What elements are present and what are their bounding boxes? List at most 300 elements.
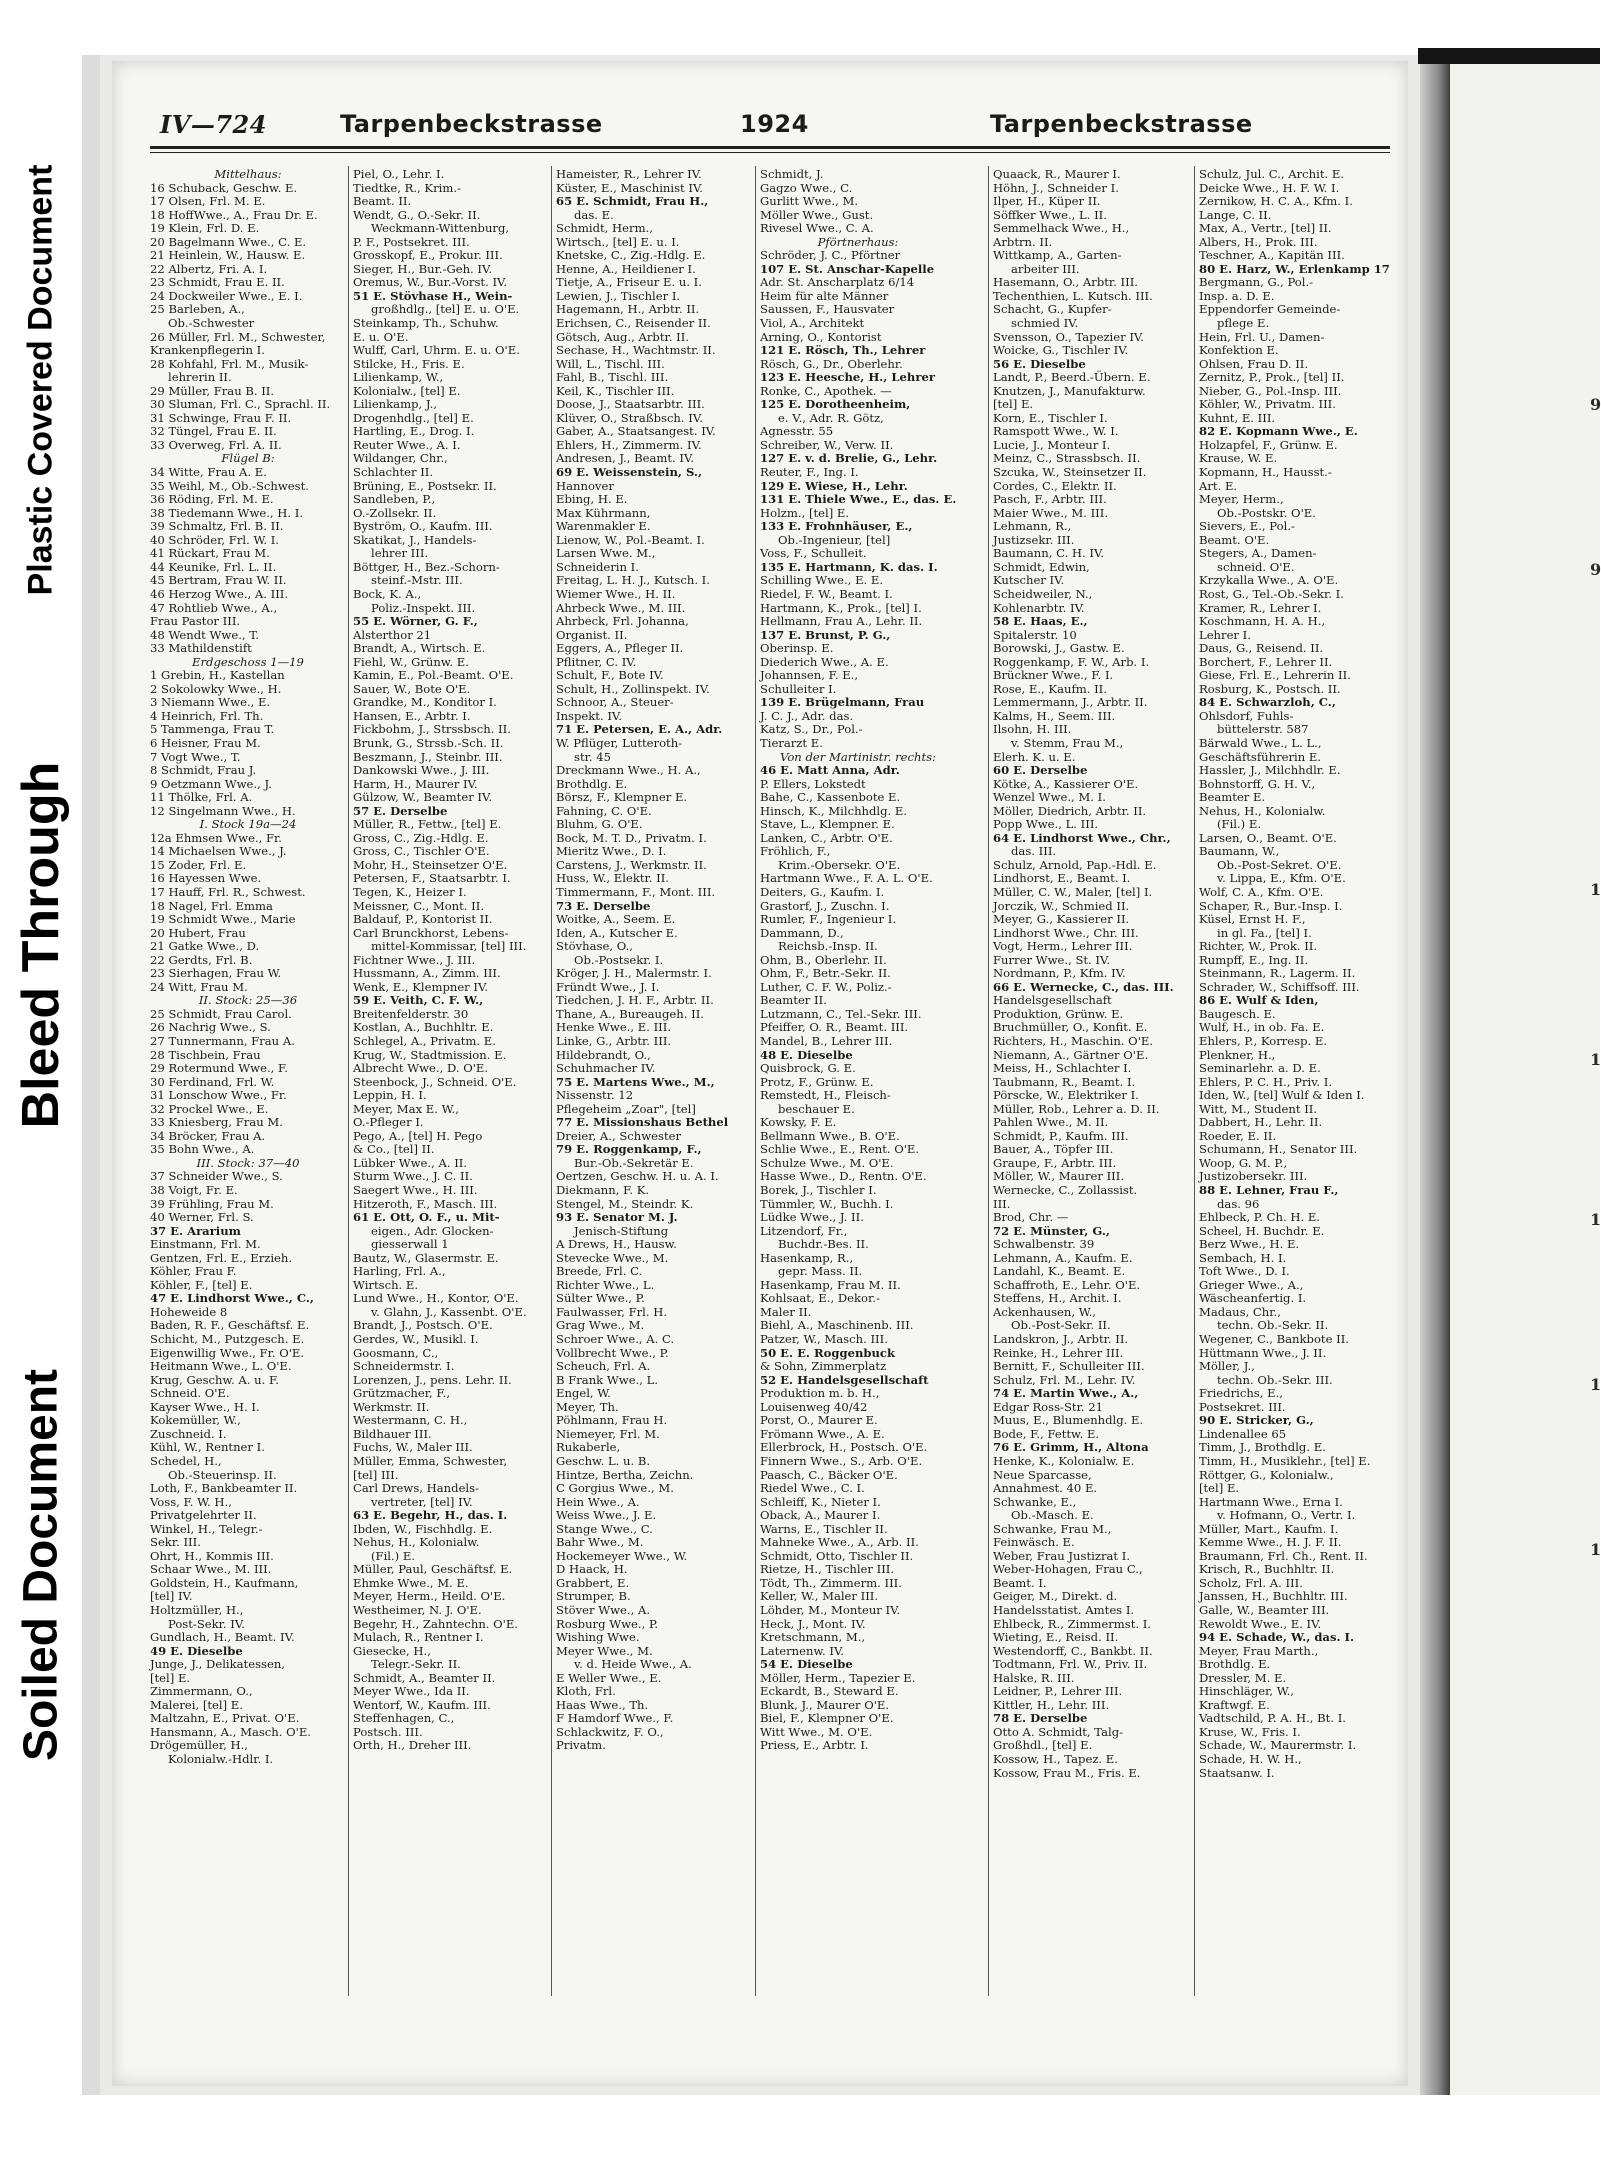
directory-entry: Saegert Wwe., H. III. <box>353 1183 478 1198</box>
directory-entry: Ahrbeck Wwe., M. III. <box>556 600 686 615</box>
directory-entry: Zernitz, P., Prok., [tel] II. <box>1199 370 1345 385</box>
directory-entry: Kretschmann, M., <box>760 1630 866 1645</box>
directory-entry: Hockemeyer Wwe., W. <box>556 1548 688 1563</box>
directory-entry: Saussen, F., Hausvater <box>760 302 895 317</box>
directory-entry: [tel] E. <box>150 1670 191 1685</box>
directory-entry: Lübker Wwe., A. II. <box>353 1155 468 1170</box>
directory-entry: Dreier, A., Schwester <box>556 1128 682 1143</box>
directory-entry: Baumann, W., <box>1199 844 1280 859</box>
directory-entry: Bellmann Wwe., B. O'E. <box>760 1128 900 1143</box>
directory-entry: Rumler, F., Ingenieur I. <box>760 912 897 927</box>
directory-entry: Schade, W., Maurermstr. I. <box>1199 1738 1357 1753</box>
directory-entry: 21 Heinlein, W., Hausw. E. <box>150 248 306 263</box>
directory-entry: Cordes, C., Elektr. II. <box>993 478 1117 493</box>
directory-entry: Finnern Wwe., S., Arb. O'E. <box>760 1453 923 1468</box>
directory-entry: Tietje, A., Friseur E. u. I. <box>556 275 702 290</box>
directory-entry: Sturm Wwe., J. C. II. <box>353 1169 473 1184</box>
directory-entry: Schaper, R., Bur.-Insp. I. <box>1199 898 1343 913</box>
directory-entry: 15 Zoder, Frl. E. <box>150 857 247 872</box>
directory-entry: Hein Wwe., A. <box>556 1494 640 1509</box>
directory-entry: Brod, Chr. — <box>993 1210 1069 1225</box>
directory-entry: Woop, G. M. P., <box>1199 1155 1288 1170</box>
directory-entry: Richter Wwe., L. <box>556 1277 655 1292</box>
directory-entry: Hartmann Wwe., F. A. L. O'E. <box>760 871 933 886</box>
directory-entry: 27 Tunnermann, Frau A. <box>150 1034 295 1048</box>
directory-entry: 39 Schmaltz, Frl. B. II. <box>150 519 284 534</box>
directory-entry: Geschw. L. u. B. <box>556 1453 651 1468</box>
directory-entry: 75 E. Martens Wwe., M., <box>556 1074 715 1089</box>
directory-entry: Ob.-Masch. E. <box>1011 1508 1094 1523</box>
directory-entry: 19 Schmidt Wwe., Marie <box>150 912 296 927</box>
directory-entry: Schulze Wwe., M. O'E. <box>760 1155 894 1170</box>
directory-entry: Gerdes, W., Musikl. I. <box>353 1332 479 1347</box>
directory-entry: Rumpff, E., Ing. II. <box>1199 952 1309 967</box>
directory-entry: Art. E. <box>1199 478 1238 493</box>
directory-entry: Organist. II. <box>556 627 628 642</box>
directory-entry: Hinsch, K., Milchhdlg. E. <box>760 803 908 818</box>
directory-entry: Kühl, W., Rentner I. <box>150 1440 265 1455</box>
directory-entry: 29 Rotermund Wwe., F. <box>150 1061 288 1076</box>
directory-entry: Zuschneid. I. <box>150 1426 227 1441</box>
directory-entry: 17 Olsen, Frl. M. E. <box>150 194 266 209</box>
directory-entry: das. E. <box>574 207 614 222</box>
directory-entry: II. Stock: 25—36 <box>198 993 298 1008</box>
directory-entry: 44 Keunike, Frl. L. II. <box>150 559 277 574</box>
directory-entry: Steinmann, R., Lagerm. II. <box>1199 966 1356 981</box>
directory-entry: v. Lippa, E., Kfm. O'E. <box>1217 871 1346 886</box>
directory-entry: Fuchs, W., Maler III. <box>353 1440 473 1455</box>
directory-entry: 9 Oetzmann Wwe., J. <box>150 776 272 791</box>
directory-entry: Schulleiter I. <box>760 681 837 696</box>
directory-entry: Scheuch, Frl. A. <box>556 1359 651 1374</box>
directory-entry: Rietze, H., Tischler III. <box>760 1562 895 1577</box>
directory-entry: 37 Schneider Wwe., S. <box>150 1169 283 1184</box>
directory-entry: Mittelhaus: <box>214 167 282 181</box>
directory-entry: Dabbert, H., Lehr. II. <box>1199 1115 1323 1130</box>
directory-entry: [tel] IV. <box>150 1589 193 1604</box>
directory-entry: Rost, G., Tel.-Ob.-Sekr. I. <box>1199 586 1344 601</box>
directory-entry: Remstedt, H., Fleisch- <box>760 1088 891 1103</box>
directory-entry: 86 E. Wulf & Iden, <box>1199 993 1319 1008</box>
directory-entry: Wäscheanfertig. I. <box>1199 1291 1307 1306</box>
directory-entry: 133 E. Frohnhäuser, E., <box>760 519 913 534</box>
directory-entry: Inspekt. IV. <box>556 708 622 723</box>
directory-entry: Ehlbeck, R., Zimmermst. I. <box>993 1616 1151 1631</box>
directory-entry: 20 Hubert, Frau <box>150 925 246 940</box>
street-name-left: Tarpenbeckstrasse <box>340 110 603 138</box>
directory-entry: Erdgeschoss 1—19 <box>192 654 304 669</box>
directory-entry: Lienow, W., Pol.-Beamt. I. <box>556 532 705 547</box>
directory-entry: Ehlbeck, P. Ch. H. E. <box>1199 1210 1320 1225</box>
directory-column <box>556 168 752 1988</box>
directory-entry: Braumann, Frl. Ch., Rent. II. <box>1199 1548 1368 1563</box>
directory-entry: Pflegeheim „Zoar", [tel] <box>556 1101 696 1116</box>
directory-entry: 40 Werner, Frl. S. <box>150 1210 254 1225</box>
directory-entry: Handelsstatist. Amtes I. <box>993 1602 1135 1617</box>
directory-entry: 18 HoffWwe., A., Frau Dr. E. <box>150 207 318 222</box>
directory-entry: Lutzmann, C., Tel.-Sekr. III. <box>760 1006 922 1021</box>
directory-entry: Ehmke Wwe., M. E. <box>353 1575 469 1590</box>
directory-entry: Loth, F., Bankbeamter II. <box>150 1481 298 1496</box>
scan-top-bar <box>1418 48 1600 64</box>
directory-entry: Bluhm, G. O'E. <box>556 817 643 832</box>
directory-entry: schmied IV. <box>1011 316 1079 331</box>
directory-entry: Rewoldt Wwe., E. IV. <box>1199 1616 1322 1631</box>
directory-entry: 33 Mathildenstift <box>150 641 252 656</box>
directory-entry: Stengel, M., Steindr. K. <box>556 1196 694 1211</box>
scan-border <box>82 55 100 2095</box>
directory-entry: Junge, J., Delikatessen, <box>150 1657 285 1672</box>
directory-entry: Postsekret. III. <box>1199 1399 1286 1414</box>
directory-entry: 29 Müller, Frau B. II. <box>150 383 275 398</box>
directory-entry: Hansmann, A., Masch. O'E. <box>150 1724 311 1739</box>
directory-entry: Privatgelehrter II. <box>150 1508 257 1523</box>
directory-entry: Ibden, W., Fischhdlg. E. <box>353 1521 493 1536</box>
directory-entry: Riedel, F. W., Beamt. I. <box>760 586 893 601</box>
directory-entry: Schumann, H., Senator III. <box>1199 1142 1358 1157</box>
directory-entry: techn. Ob.-Sekr. III. <box>1217 1372 1333 1387</box>
directory-entry: Ohm, F., Betr.-Sekr. II. <box>760 966 891 981</box>
directory-entry: Andresen, J., Beamt. IV. <box>556 451 695 466</box>
directory-entry: 139 E. Brügelmann, Frau <box>760 695 925 710</box>
directory-entry: Drogenhdlg., [tel] E. <box>353 410 474 425</box>
directory-entry: 19 Klein, Frl. D. E. <box>150 221 260 236</box>
directory-entry: Meyer, Max E. W., <box>353 1101 459 1116</box>
directory-entry: Freitag, L. H. J., Kutsch. I. <box>556 573 710 588</box>
directory-entry: Carstens, J., Werkmstr. II. <box>556 857 707 872</box>
directory-entry: 17 Hauff, Frl. R., Schwest. <box>150 884 306 899</box>
directory-entry: Keil, K., Tischler III. <box>556 383 675 398</box>
directory-entry: Landahl, K., Beamt. E. <box>993 1264 1126 1279</box>
directory-entry: Weckmann-Wittenburg, <box>371 221 510 236</box>
directory-entry: 49 E. Dieselbe <box>150 1643 243 1658</box>
directory-entry: Schmidt, Herm., <box>556 221 653 236</box>
directory-entry: Rivesel Wwe., C. A. <box>760 221 874 236</box>
directory-entry: Kalms, H., Seem. III. <box>993 708 1116 723</box>
directory-entry: Graupe, F., Arbtr. III. <box>993 1155 1117 1170</box>
directory-entry: Elerh. K. u. E. <box>993 749 1076 764</box>
directory-entry: Janssen, H., Buchhltr. III. <box>1199 1589 1348 1604</box>
directory-entry: Hussmann, A., Zimm. III. <box>353 966 501 981</box>
directory-entry: Krzykalla Wwe., A. O'E. <box>1199 573 1339 588</box>
directory-entry: Thane, A., Bureaugeh. II. <box>556 1006 704 1021</box>
directory-entry: Post-Sekr. IV. <box>168 1616 245 1631</box>
directory-entry: Küster, E., Maschinist IV. <box>556 180 703 195</box>
directory-entry: Luther, C. F. W., Poliz.- <box>760 979 892 994</box>
directory-entry: 23 Sierhagen, Frau W. <box>150 966 282 981</box>
directory-entry: Eckardt, B., Steward E. <box>760 1684 899 1699</box>
directory-entry: Harm, H., Maurer IV. <box>353 776 478 791</box>
directory-entry: giesserwall 1 <box>371 1237 449 1252</box>
directory-entry: pflege E. <box>1217 316 1270 331</box>
directory-entry: techn. Ob.-Sekr. II. <box>1217 1318 1329 1333</box>
directory-entry: Müller, Paul, Geschäftsf. E. <box>353 1562 513 1577</box>
directory-entry: 26 Müller, Frl. M., Schwester, <box>150 329 326 344</box>
directory-entry: Hartmann, K., Prok., [tel] I. <box>760 600 922 615</box>
directory-entry: Lüdke Wwe., J. II. <box>760 1210 864 1225</box>
directory-entry: Brothdlg. E. <box>556 776 628 791</box>
directory-entry: Carl Brunckhorst, Lebens- <box>353 925 509 940</box>
directory-entry: v. Glahn, J., Kassenbt. O'E. <box>371 1304 527 1319</box>
directory-entry: 56 E. Dieselbe <box>993 356 1086 371</box>
directory-entry: Piel, O., Lehr. I. <box>353 167 445 181</box>
directory-entry: Albers, H., Prok. III. <box>1199 234 1318 249</box>
directory-entry: D Haack, H. <box>556 1562 628 1577</box>
directory-entry: 127 E. v. d. Brelie, G., Lehr. <box>760 451 938 466</box>
directory-entry: Rosburg, K., Postsch. II. <box>1199 681 1341 696</box>
directory-entry: Köhler, Frau F. <box>150 1264 237 1279</box>
directory-entry: Erichsen, C., Reisender II. <box>556 316 711 331</box>
directory-entry: Quisbrock, G. E. <box>760 1061 856 1076</box>
directory-entry: Bur.-Ob.-Sekretär E. <box>574 1155 694 1170</box>
directory-entry: Sandleben, P., <box>353 492 436 507</box>
directory-entry: Scheidweiler, N., <box>993 586 1093 601</box>
directory-entry: Postsch. III. <box>353 1724 423 1739</box>
directory-entry: 61 E. Ott, O. F., u. Mit- <box>353 1210 500 1225</box>
directory-entry: Lehmann, A., Kaufm. E. <box>993 1250 1133 1265</box>
directory-entry: Mulach, R., Rentner I. <box>353 1630 484 1645</box>
directory-entry: Breede, Frl. C. <box>556 1264 643 1279</box>
directory-entry: Hinschläger, W., <box>1199 1684 1294 1699</box>
directory-entry: Gross, C., Zig.-Hdlg. E. <box>353 830 489 845</box>
year: 1924 <box>740 110 809 138</box>
directory-entry: Lindenallee 65 <box>1199 1426 1287 1441</box>
directory-entry: Ohlsen, Frau D. II. <box>1199 356 1309 371</box>
directory-column <box>150 168 346 1988</box>
directory-entry: 28 Kohfahl, Frl. M., Musik- <box>150 356 309 371</box>
directory-entry: Roggenkamp, F. W., Arb. I. <box>993 654 1150 669</box>
directory-entry: das. III. <box>1011 844 1057 859</box>
directory-entry: Götsch, Aug., Arbtr. II. <box>556 329 689 344</box>
directory-entry: 79 E. Roggenkamp, F., <box>556 1142 702 1157</box>
directory-entry: Müller, R., Fettw., [tel] E. <box>353 817 502 832</box>
directory-entry: C Gorgius Wwe., M. <box>556 1481 674 1496</box>
directory-entry: Niemeyer, Frl. M. <box>556 1426 660 1441</box>
directory-entry: 11 Thölke, Frl. A. <box>150 790 253 805</box>
directory-entry: Drögemüller, H., <box>150 1738 248 1753</box>
directory-entry: Ob.-Post-Sekr. II. <box>1011 1318 1111 1333</box>
directory-entry: Wieting, E., Reisd. II. <box>993 1630 1119 1645</box>
directory-entry: Brüning, E., Postsekr. II. <box>353 478 497 493</box>
directory-entry: 6 Heisner, Frau M. <box>150 735 261 750</box>
directory-entry: Beamt. I. <box>993 1575 1047 1590</box>
directory-entry: Schwanke, E., <box>993 1494 1077 1509</box>
directory-entry: Tödt, Th., Zimmerm. III. <box>760 1575 902 1590</box>
directory-entry: Bohnstorff, G. H. V., <box>1199 776 1316 791</box>
directory-entry: Brandt, A., Wirtsch. E. <box>353 641 486 656</box>
directory-entry: Edgar Ross-Str. 21 <box>993 1399 1103 1414</box>
directory-entry: 24 Dockweiler Wwe., E. I. <box>150 288 303 303</box>
directory-entry: Nordmann, P., Kfm. IV. <box>993 966 1126 981</box>
directory-entry: Wildanger, Chr., <box>353 451 448 466</box>
directory-entry: Bahe, C., Kassenbote E. <box>760 790 901 805</box>
directory-column <box>1199 168 1395 1988</box>
directory-entry: 47 E. Lindhorst Wwe., C., <box>150 1291 314 1306</box>
directory-entry: Katz, S., Dr., Pol.- <box>760 722 863 737</box>
directory-entry: Stegers, A., Damen- <box>1199 546 1317 561</box>
directory-entry: Bildhauer III. <box>353 1426 432 1441</box>
directory-entry: Ohrt, H., Kommis III. <box>150 1548 274 1563</box>
directory-entry: Kloth, Frl. <box>556 1684 616 1699</box>
directory-entry: 5 Tammenga, Frau T. <box>150 722 275 737</box>
directory-entry: Diekmann, F. K. <box>556 1183 650 1198</box>
directory-entry: Schlackwitz, F. O., <box>556 1724 664 1739</box>
directory-entry: Ob.-Ingenieur, [tel] <box>778 532 891 547</box>
directory-entry: Köhler, F., [tel] E. <box>150 1277 253 1292</box>
directory-entry: Meyer, Herm., Heild. O'E. <box>353 1589 506 1604</box>
directory-entry: Konfektion E. <box>1199 343 1279 358</box>
directory-entry: Reichsb.-Insp. II. <box>778 939 878 954</box>
directory-entry: Daus, G., Reisend. II. <box>1199 641 1324 656</box>
directory-entry: Kolonialw.-Hdlr. I. <box>168 1751 274 1766</box>
directory-entry: Klüver, O., Straßbsch. IV. <box>556 410 703 425</box>
directory-entry: Krankenpflegerin I. <box>150 343 265 358</box>
directory-entry: Schmidt, Edwin, <box>993 559 1090 574</box>
directory-entry: Knutzen, J., Manufakturw. <box>993 383 1146 398</box>
directory-entry: Meiss, H., Schlachter I. <box>993 1061 1132 1076</box>
directory-entry: F Hamdorf Wwe., F. <box>556 1711 674 1726</box>
directory-entry: 78 E. Derselbe <box>993 1711 1088 1726</box>
directory-entry: 22 Gerdts, Frl. B. <box>150 952 253 967</box>
directory-entry: Koschmann, H. A. H., <box>1199 614 1326 629</box>
directory-entry: 40 Schröder, Frl. W. I. <box>150 532 279 547</box>
directory-entry: Pahlen Wwe., M. II. <box>993 1115 1109 1130</box>
directory-entry: 31 Schwinge, Frau F. II. <box>150 410 292 425</box>
directory-entry: Begehr, H., Zahntechn. O'E. <box>353 1616 518 1631</box>
directory-entry: Fahl, B., Tischl. III. <box>556 370 669 385</box>
column-divider <box>1194 166 1195 1996</box>
directory-entry: lehrerin II. <box>168 370 232 385</box>
directory-entry: v. Hofmann, O., Vertr. I. <box>1217 1508 1356 1523</box>
directory-entry: 48 E. Dieselbe <box>760 1047 853 1062</box>
directory-entry: Diederich Wwe., A. E. <box>760 654 889 669</box>
page-number: IV—724 <box>160 110 267 139</box>
directory-entry: Madaus, Chr., <box>1199 1304 1281 1319</box>
directory-entry: Taubmann, R., Beamt. I. <box>993 1074 1136 1089</box>
directory-entry: Lindhorst, E., Beamt. I. <box>993 871 1131 886</box>
directory-entry: Westendorff, C., Bankbt. II. <box>993 1643 1153 1658</box>
directory-entry: Goosmann, C., <box>353 1345 439 1360</box>
directory-entry: Kayser Wwe., H. I. <box>150 1399 260 1414</box>
directory-entry: 48 Wendt Wwe., T. <box>150 627 259 642</box>
directory-entry: J. C. J., Adr. das. <box>760 708 854 723</box>
directory-entry: Svensson, O., Tapezier IV. <box>993 329 1144 344</box>
directory-entry: Henke Wwe., E. III. <box>556 1020 672 1035</box>
directory-entry: Müller, Rob., Lehrer a. D. II. <box>993 1101 1160 1116</box>
directory-entry: Riedel Wwe., C. I. <box>760 1481 865 1496</box>
directory-entry: Müller, Emma, Schwester, <box>353 1453 508 1468</box>
directory-entry: Doose, J., Staatsarbtr. III. <box>556 397 705 412</box>
directory-entry: 39 Frühling, Frau M. <box>150 1196 274 1211</box>
directory-entry: Schwanke, Frau M., <box>993 1521 1112 1536</box>
directory-entry: 41 Rückart, Frau M. <box>150 546 270 561</box>
directory-entry: Geiger, M., Direkt. d. <box>993 1589 1118 1604</box>
directory-entry: Reinke, H., Lehrer III. <box>993 1345 1124 1360</box>
directory-entry: Dammann, D., <box>760 925 844 940</box>
next-page-mark: 1 <box>1590 1050 1601 1069</box>
directory-entry: (Fil.) E. <box>371 1548 416 1563</box>
directory-entry: Kossow, H., Tapez. E. <box>993 1751 1118 1766</box>
directory-entry: Möller Wwe., Gust. <box>760 207 874 222</box>
directory-entry: Söffker Wwe., L. II. <box>993 207 1107 222</box>
directory-entry: 12 Singelmann Wwe., H. <box>150 803 296 818</box>
directory-entry: Halske, R. III. <box>993 1670 1075 1685</box>
directory-entry: Westermann, C. H., <box>353 1413 468 1428</box>
directory-entry: III. Stock: 37—40 <box>196 1155 300 1170</box>
directory-entry: Agnesstr. 55 <box>760 424 834 439</box>
directory-entry: Kolonialw., [tel] E. <box>353 383 461 398</box>
directory-entry: Gülzow, W., Beamter IV. <box>353 790 493 805</box>
directory-entry: Witt Wwe., M. O'E. <box>760 1724 873 1739</box>
directory-entry: Schulz, Frl. M., Lehr. IV. <box>993 1372 1136 1387</box>
directory-entry: Küsel, Ernst H. F., <box>1199 912 1306 927</box>
directory-column <box>760 168 956 1988</box>
directory-entry: Lilienkamp, W., <box>353 370 444 385</box>
directory-entry: Brunk, G., Strssb.-Sch. II. <box>353 735 504 750</box>
directory-entry: Litzendorf, Fr., <box>760 1223 848 1238</box>
directory-entry: Wernecke, C., Zollassist. <box>993 1183 1138 1198</box>
directory-entry: Strumper, B. <box>556 1589 631 1604</box>
directory-entry: Max Kührmann, <box>556 505 651 520</box>
directory-entry: 46 Herzog Wwe., A. III. <box>150 586 289 601</box>
directory-entry: 25 Schmidt, Frau Carol. <box>150 1006 292 1021</box>
directory-entry: Fiehl, W., Grünw. E. <box>353 654 469 669</box>
directory-entry: Bärwald Wwe., L. L., <box>1199 735 1322 750</box>
directory-entry: Pfeiffer, O. R., Beamt. III. <box>760 1020 909 1035</box>
directory-entry: Albrecht Wwe., D. O'E. <box>353 1061 489 1076</box>
directory-entry: Paasch, C., Bäcker O'E. <box>760 1467 898 1482</box>
directory-entry: 2 Sokolowky Wwe., H. <box>150 681 282 696</box>
directory-entry: Todtmann, Frl. W., Priv. II. <box>993 1657 1148 1672</box>
directory-entry: Hildebrandt, O., <box>556 1047 651 1062</box>
next-page-mark: 1 <box>1590 1375 1601 1394</box>
directory-entry: 38 Tiedemann Wwe., H. I. <box>150 505 304 520</box>
directory-entry: 73 E. Derselbe <box>556 898 651 913</box>
directory-entry: Kohlenarbtr. IV. <box>993 600 1085 615</box>
directory-entry: Linke, G., Arbtr. III. <box>556 1034 672 1048</box>
directory-entry: Neue Sparcasse, <box>993 1467 1092 1482</box>
directory-entry: Schult, F., Bote IV. <box>556 668 664 683</box>
annotation-strip <box>0 0 82 2177</box>
directory-entry: Landt, P., Beerd.-Übern. E. <box>993 370 1151 385</box>
directory-entry: Jorczik, W., Schmied II. <box>993 898 1130 913</box>
directory-entry: Lund Wwe., H., Kontor, O'E. <box>353 1291 519 1306</box>
directory-entry: e. V., Adr. R. Götz, <box>778 410 884 425</box>
directory-entry: Tiedchen, J. H. F., Arbtr. II. <box>556 993 714 1008</box>
directory-entry: 51 E. Stövhase H., Wein- <box>353 288 513 303</box>
directory-entry: Schmidt, J. <box>760 167 824 181</box>
directory-entry: Lehmann, R., <box>993 519 1072 534</box>
directory-entry: Alsterthor 21 <box>353 627 432 642</box>
directory-entry: Wenzel Wwe., M. I. <box>993 790 1106 805</box>
directory-entry: Maltzahn, E., Privat. O'E. <box>150 1711 300 1726</box>
directory-entry: 31 Lonschow Wwe., Fr. <box>150 1088 287 1103</box>
directory-entry: Pförtnerhaus: <box>817 234 899 249</box>
directory-entry: Kruse, W., Fris. I. <box>1199 1724 1301 1739</box>
directory-entry: 8 Schmidt, Frau J. <box>150 763 257 778</box>
directory-entry: Woicke, G., Tischler IV. <box>993 343 1129 358</box>
directory-entry: Szcuka, W., Steinsetzer II. <box>993 465 1147 480</box>
directory-entry: Byström, O., Kaufm. III. <box>353 519 493 534</box>
directory-entry: Buchdr.-Bes. II. <box>778 1237 869 1252</box>
directory-entry: Steffens, H., Archit. I. <box>993 1291 1122 1306</box>
directory-entry: P. Ellers, Lokstedt <box>760 776 866 791</box>
directory-entry: Engel, W. <box>556 1386 611 1401</box>
directory-entry: Müller, Mart., Kaufm. I. <box>1199 1521 1339 1536</box>
directory-entry: Hameister, R., Lehrer IV. <box>556 167 702 181</box>
directory-entry: Hartmann Wwe., Erna I. <box>1199 1494 1343 1509</box>
directory-entry: 36 Röding, Frl. M. E. <box>150 492 274 507</box>
